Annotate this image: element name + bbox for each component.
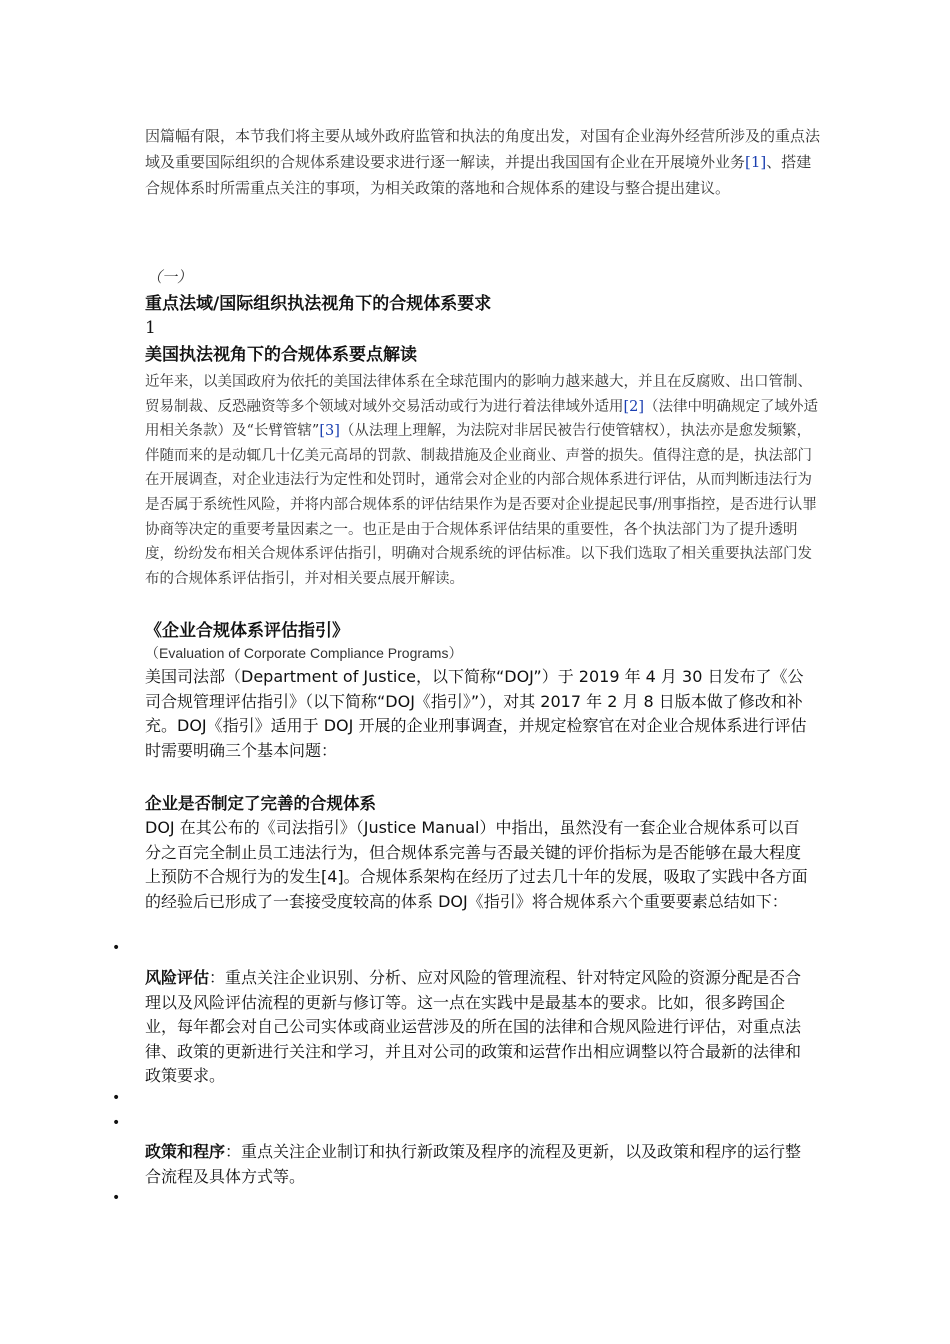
question-1-paragraph: DOJ 在其公布的《司法指引》（Justice Manual）中指出，虽然没有一套企业合规体系可以百分之百完全制止员工违法行为，但合规体系完善与否最关键的评价指标为是否能够在最大程度上预防不合规行为的发生[4]。合规体系架构在经历了过去几十年的发展，吸取了实践中各方面的经验后已形成了一套接受度较高的体系 DOJ《指引》将合规体系六个重要要素总结如下：	[145, 818, 808, 911]
bullet-marker: •	[112, 940, 121, 956]
footnote-link-2[interactable]: [2]	[623, 398, 645, 415]
subsection-number: 1	[145, 318, 156, 338]
section-number: （一）	[147, 268, 193, 286]
us-text-3: （从法理上理解，为法院对非居民被告行使管辖权），执法亦是愈发频繁，伴随而来的是动辄几十亿美元高昂的罚款、制裁措施及企业商业、声誉的损失。值得注意的是，执法部门在开展调查，对企业违法行为定性和处罚时，通常会对企业的内部合规体系进行评估，从而判断违法行为是否属于系统性风险，并将内部合规体系的评估结果作为是否要对企业提起民事/刑事指控，是否进行认罪协商等决定的重要考量因素之一。也正是由于合规体系评估结果的重要性，各个执法部门为了提升透明度，纷纷发布相关合规体系评估指引，明确对合规系统的评估标准。以下我们选取了相关重要执法部门发布的合规体系评估指引，并对相关要点展开解读。	[145, 423, 817, 587]
bullet-marker: •	[112, 1190, 121, 1206]
risk-assessment-label: 风险评估	[145, 968, 210, 987]
footnote-link-3[interactable]: [3]	[319, 423, 340, 440]
footnote-link-1[interactable]: [1]	[745, 153, 767, 171]
intro-text-2: 、搭建合规体系时所需重点关注的事项，为相关政策的落地和合规体系的建设与整合提出建议。	[145, 153, 812, 197]
policies-procedures-label: 政策和程序	[145, 1142, 226, 1161]
doj-paragraph: 美国司法部（Department of Justice，以下简称“DOJ”）于 2019 年 4 月 30 日发布了《公司合规管理评估指引》（以下简称“DOJ《指引》”），对其 2017 年 2 月 8 日版本做了修改和补充。DOJ《指引》适用于 DOJ 开展的企业刑事调查，并规定检察官在对企业合规体系进行评估时需要明确三个基本问题：	[145, 667, 807, 760]
guide-title-en: （Evaluation of Corporate Compliance Programs）	[145, 645, 463, 661]
subsection-heading: 美国执法视角下的合规体系要点解读	[145, 345, 417, 365]
intro-paragraph	[145, 123, 820, 201]
us-text-2: （法律中明确规定了域外适用相关条款）及“长臂管辖”	[145, 398, 819, 440]
question-1-heading: 企业是否制定了完善的合规体系	[145, 794, 376, 813]
risk-assessment-text: ：重点关注企业识别、分析、应对风险的管理流程、针对特定风险的资源分配是否合理以及风险评估流程的更新与修订等。这一点在实践中是最基本的要求。比如，很多跨国企业，每年都会对自己公司实体或商业运营涉及的所在国的法律和合规风险进行评估，对重点法律、政策的更新进行关注和学习，并且对公司的政策和运营作出相应调整以符合最新的法律和政策要求。	[145, 968, 802, 1086]
bullet-marker: •	[112, 1090, 121, 1106]
us-text-1: 近年来，以美国政府为依托的美国法律体系在全球范围内的影响力越来越大，并且在反腐败、出口管制、贸易制裁、反恐融资等多个领域对域外交易活动或行为进行着法律域外适用	[145, 374, 812, 415]
bullet-marker: •	[112, 1115, 121, 1131]
policies-procedures-text: ：重点关注企业制订和执行新政策及程序的流程及更新，以及政策和程序的运行整合流程及具体方式等。	[145, 1142, 802, 1186]
intro-text-1: 因篇幅有限，本节我们将主要从域外政府监管和执法的角度出发，对国有企业海外经营所涉及的重点法域及重要国际组织的合规体系建设要求进行逐一解读，并提出我国国有企业在开展境外业务	[145, 127, 821, 171]
us-enforcement-paragraph	[145, 370, 823, 591]
policies-procedures-item	[145, 1140, 815, 1189]
guide-title-cn: 《企业合规体系评估指引》	[145, 621, 349, 641]
risk-assessment-item	[145, 966, 815, 1089]
section-heading: 重点法域/国际组织执法视角下的合规体系要求	[145, 294, 492, 314]
